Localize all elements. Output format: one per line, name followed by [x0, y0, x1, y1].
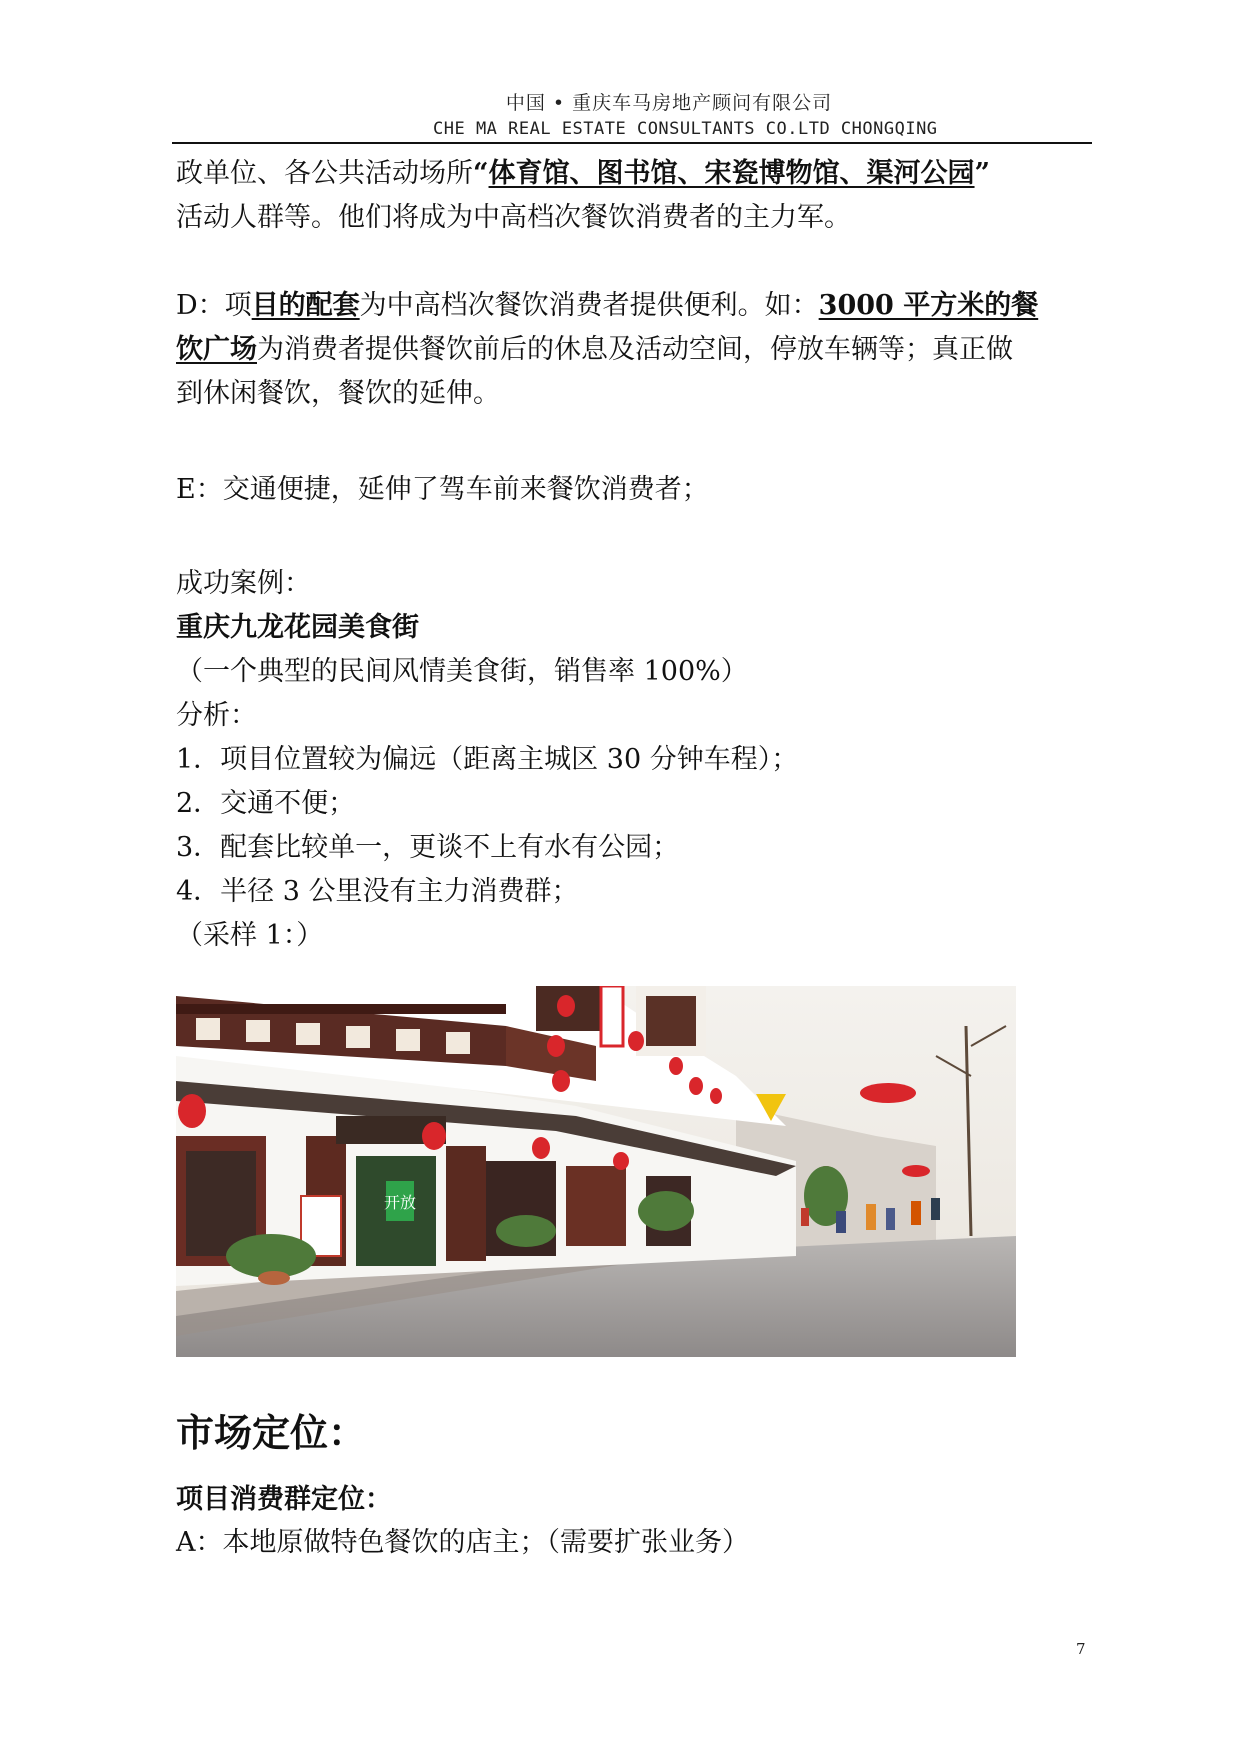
venues-emphasis: 体育馆、图书馆、宋瓷博物馆、渠河公园: [488, 158, 975, 189]
case-label: 成功案例：: [176, 568, 311, 599]
sample-label: （采样 1：）: [176, 920, 324, 951]
paragraph-line: [176, 152, 1096, 196]
analysis-item: 1．项目位置较为偏远（距离主城区 30 分钟车程）；: [176, 744, 799, 775]
paragraph-e: E：交通便捷，延伸了驾车前来餐饮消费者；: [176, 474, 709, 505]
plaza-emphasis: 3000 平方米的餐: [818, 290, 1039, 321]
plaza-emphasis: 饮广场: [176, 334, 257, 365]
paragraph-d: [176, 284, 1096, 416]
paragraph-line: [176, 328, 1096, 372]
food-street-photo: [176, 986, 1016, 1357]
paragraph-line: 活动人群等。他们将成为中高档次餐饮消费者的主力军。: [176, 202, 851, 233]
analysis-label: 分析：: [176, 700, 257, 731]
text-run: D：项: [176, 290, 252, 321]
analysis-item: 2．交通不便；: [176, 788, 356, 819]
market-subheading: 项目消费群定位：: [176, 1484, 392, 1515]
case-title: 重庆九龙花园美食街: [176, 612, 419, 643]
case-subtitle: （一个典型的民间风情美食街，销售率 100%）: [176, 656, 748, 687]
paragraph-public-venues: [176, 152, 1096, 240]
company-name-en: CHE MA REAL ESTATE CONSULTANTS CO.LTD CHONGQING: [433, 119, 938, 139]
market-heading: 市场定位：: [176, 1410, 367, 1455]
paragraph-line: [176, 284, 1096, 328]
text-run: 政单位、各公共活动场所: [176, 158, 473, 189]
facilities-emphasis: 目的配套: [251, 290, 360, 321]
shop-sign-text: 开放: [383, 1193, 417, 1212]
quote-mark: “: [473, 158, 489, 189]
text-run: 为中高档次餐饮消费者提供便利。如：: [359, 290, 819, 321]
market-item-a: A：本地原做特色餐饮的店主；（需要扩张业务）: [176, 1527, 749, 1558]
text-run: 为消费者提供餐饮前后的休息及活动空间，停放车辆等；真正做: [257, 334, 1013, 365]
company-name-cn: 中国 • 重庆车马房地产顾问有限公司: [505, 92, 833, 114]
analysis-item: 4．半径 3 公里没有主力消费群；: [176, 876, 579, 907]
case-study: [176, 562, 1096, 958]
paragraph-line: 到休闲餐饮，餐饮的延伸。: [176, 378, 500, 409]
quote-mark: ”: [974, 158, 991, 189]
analysis-item: 3．配套比较单一，更谈不上有水有公园；: [176, 832, 680, 863]
page-number: 7: [1076, 1640, 1086, 1658]
header-divider: [172, 142, 1092, 144]
